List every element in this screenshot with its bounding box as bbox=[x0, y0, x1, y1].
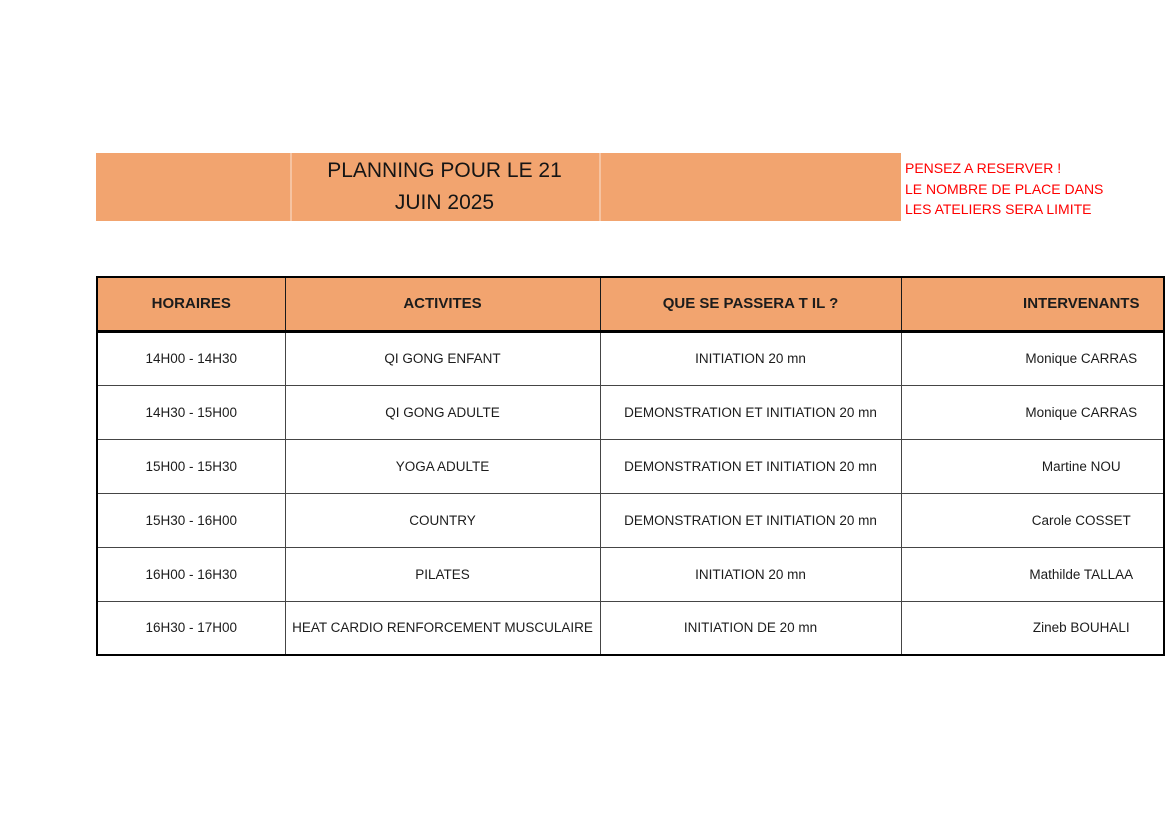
cell-description: DEMONSTRATION ET INITIATION 20 mn bbox=[600, 439, 901, 493]
cell-activite: PILATES bbox=[285, 547, 600, 601]
page-title-line2: JUIN 2025 bbox=[394, 191, 495, 214]
table-row bbox=[97, 547, 1164, 601]
cell-description: DEMONSTRATION ET INITIATION 20 mn bbox=[600, 493, 901, 547]
schedule-table-container bbox=[96, 276, 1165, 656]
cell-horaires: 14H00 - 14H30 bbox=[97, 331, 285, 385]
cell-activite: YOGA ADULTE bbox=[285, 439, 600, 493]
table-row bbox=[97, 385, 1164, 439]
banner-cell-divider bbox=[599, 153, 601, 221]
cell-intervenant: Monique CARRAS bbox=[901, 385, 1164, 439]
table-row bbox=[97, 331, 1164, 385]
notice-line3: LES ATELIERS SERA LIMITE bbox=[905, 201, 1092, 217]
schedule-table bbox=[96, 276, 1165, 656]
notice-line1: PENSEZ A RESERVER ! bbox=[905, 160, 1062, 176]
header-activites: ACTIVITES bbox=[285, 277, 600, 331]
page-title bbox=[290, 155, 599, 219]
cell-intervenant: Mathilde TALLAA bbox=[901, 547, 1164, 601]
cell-activite: QI GONG ENFANT bbox=[285, 331, 600, 385]
cell-intervenant: Martine NOU bbox=[901, 439, 1164, 493]
cell-horaires: 16H30 - 17H00 bbox=[97, 601, 285, 655]
cell-activite: QI GONG ADULTE bbox=[285, 385, 600, 439]
cell-horaires: 16H00 - 16H30 bbox=[97, 547, 285, 601]
cell-description: INITIATION 20 mn bbox=[600, 547, 901, 601]
cell-description: DEMONSTRATION ET INITIATION 20 mn bbox=[600, 385, 901, 439]
cell-description: INITIATION DE 20 mn bbox=[600, 601, 901, 655]
table-header-row bbox=[97, 277, 1164, 331]
cell-intervenant: Carole COSSET bbox=[901, 493, 1164, 547]
cell-intervenant: Monique CARRAS bbox=[901, 331, 1164, 385]
cell-activite: COUNTRY bbox=[285, 493, 600, 547]
cell-intervenant: Zineb BOUHALI bbox=[901, 601, 1164, 655]
header-description: QUE SE PASSERA T IL ? bbox=[600, 277, 901, 331]
cell-description: INITIATION 20 mn bbox=[600, 331, 901, 385]
cell-horaires: 15H30 - 16H00 bbox=[97, 493, 285, 547]
notice-line2: LE NOMBRE DE PLACE DANS bbox=[905, 180, 1104, 197]
reservation-notice bbox=[905, 158, 1103, 220]
table-row bbox=[97, 601, 1164, 655]
title-banner bbox=[96, 153, 901, 221]
page-title-line1: PLANNING POUR LE 21 bbox=[327, 159, 562, 182]
cell-horaires: 14H30 - 15H00 bbox=[97, 385, 285, 439]
cell-horaires: 15H00 - 15H30 bbox=[97, 439, 285, 493]
table-row bbox=[97, 493, 1164, 547]
header-horaires: HORAIRES bbox=[97, 277, 285, 331]
table-row bbox=[97, 439, 1164, 493]
header-intervenants: INTERVENANTS bbox=[901, 277, 1164, 331]
cell-activite: HEAT CARDIO RENFORCEMENT MUSCULAIRE bbox=[285, 601, 600, 655]
